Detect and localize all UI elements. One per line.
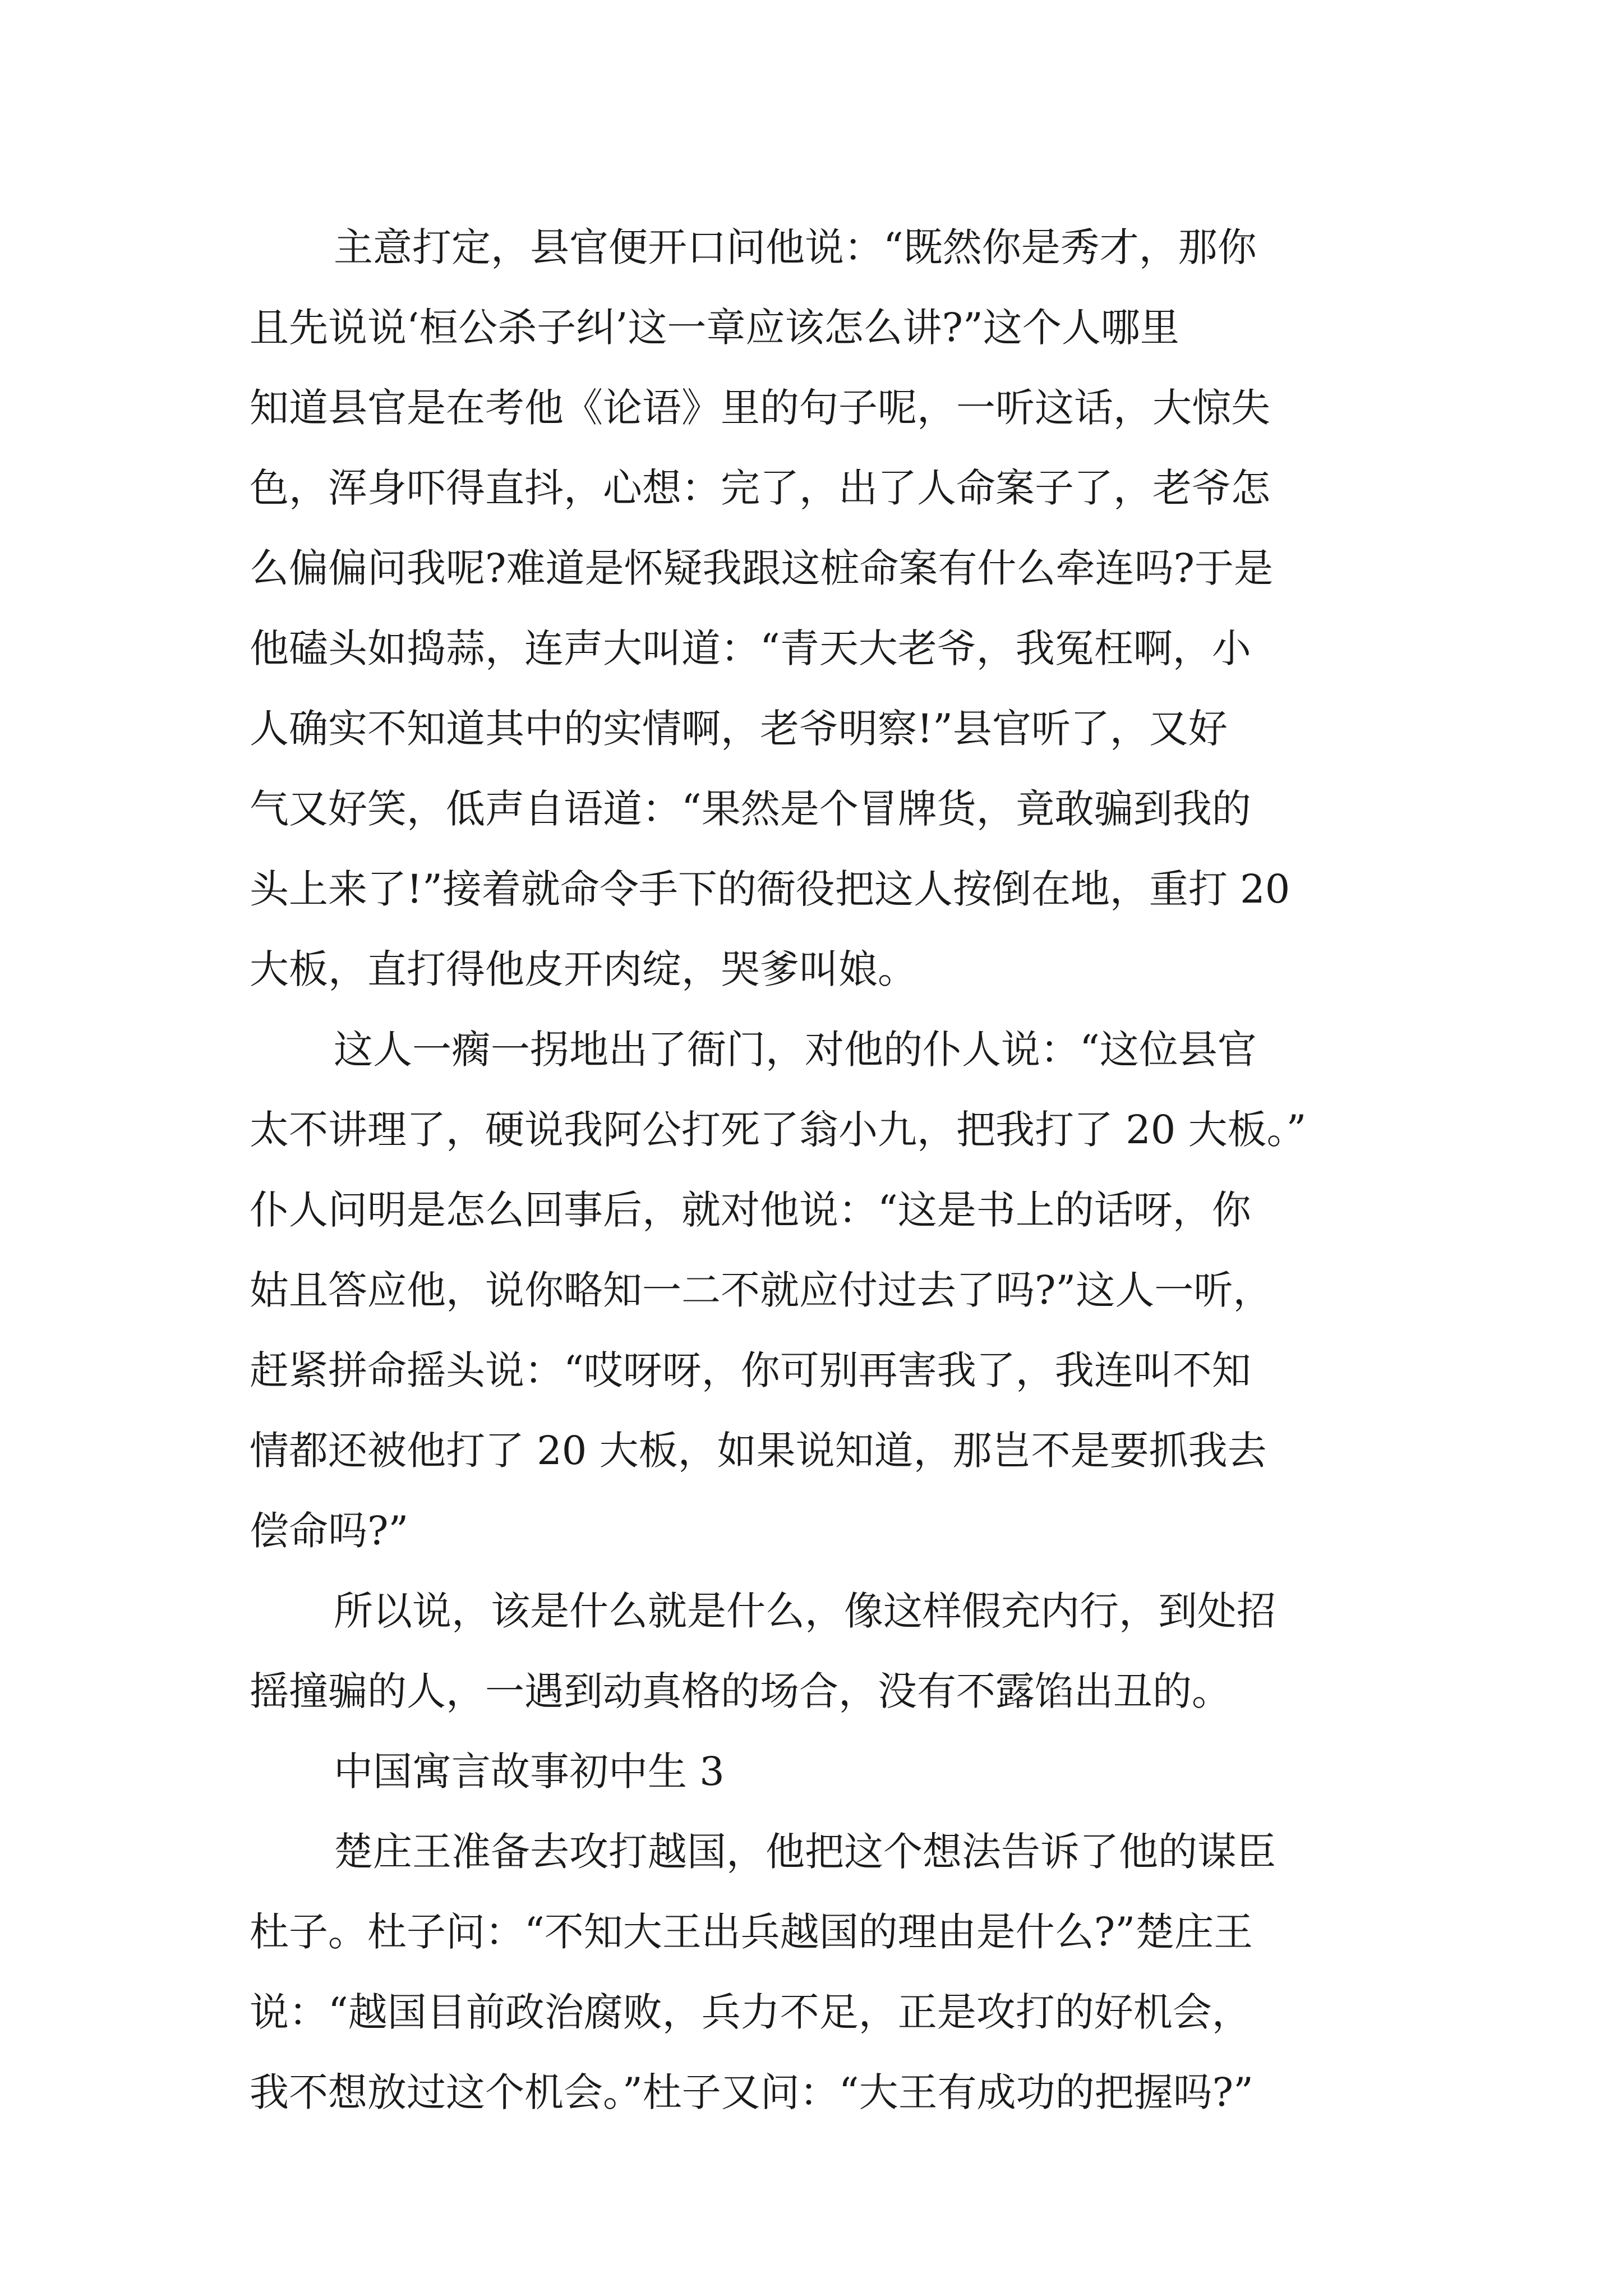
text-line: 这人一瘸一拐地出了衙门，对他的仆人说：“这位县官 [334,1027,1257,1073]
text-line: 知道县官是在考他《论语》里的句子呢，一听这话，大惊失 [250,385,1270,431]
text-line: 色，浑身吓得直抖，心想：完了，出了人命案子了，老爷怎 [250,465,1270,511]
text-line: 且先说说‘桓公杀子纠’这一章应该怎么讲?”这个人哪里 [250,305,1179,351]
text-line: 气又好笑，低声自语道：“果然是个冒牌货，竟敢骗到我的 [250,786,1251,832]
text-line: 说：“越国目前政治腐败，兵力不足，正是攻打的好机会， [250,1989,1251,2035]
text-line: 头上来了!”接着就命令手下的衙役把这人按倒在地，重打 20 [250,866,1290,912]
text-line: 他磕头如捣蒜，连声大叫道：“青天大老爷，我冤枉啊，小 [250,625,1251,671]
text-line: 主意打定，县官便开口问他说：“既然你是秀才，那你 [334,224,1257,270]
section-heading: 中国寓言故事初中生 3 [334,1749,725,1795]
text-line: 我不想放过这个机会。”杜子又问：“大王有成功的把握吗?” [250,2069,1253,2115]
document-body [250,208,1371,2133]
text-line: 摇撞骗的人，一遇到动真格的场合，没有不露馅出丑的。 [250,1668,1231,1714]
text-line: 姑且答应他，说你略知一二不就应付过去了吗?”这人一听， [250,1267,1272,1313]
text-line: 赶紧拼命摇头说：“哎呀呀，你可别再害我了，我连叫不知 [250,1347,1251,1393]
text-line: 杜子。杜子问：“不知大王出兵越国的理由是什么?”楚庄王 [250,1909,1253,1955]
text-line: 仆人问明是怎么回事后，就对他说：“这是书上的话呀，你 [250,1187,1251,1233]
text-line: 所以说，该是什么就是什么，像这样假充内行，到处招 [334,1588,1276,1634]
text-line: 楚庄王准备去攻打越国，他把这个想法告诉了他的谋臣 [334,1829,1276,1875]
text-line: 情都还被他打了 20 大板，如果说知道，那岂不是要抓我去 [250,1428,1267,1474]
text-line: 太不讲理了，硬说我阿公打死了翁小九，把我打了 20 大板。” [250,1107,1307,1153]
text-line: 么偏偏问我呢?难道是怀疑我跟这桩命案有什么牵连吗?于是 [250,545,1274,591]
text-line: 人确实不知道其中的实情啊，老爷明察!”县官听了，又好 [250,706,1228,752]
text-line: 偿命吗?” [250,1508,409,1554]
text-line: 大板，直打得他皮开肉绽，哭爹叫娘。 [250,946,917,992]
